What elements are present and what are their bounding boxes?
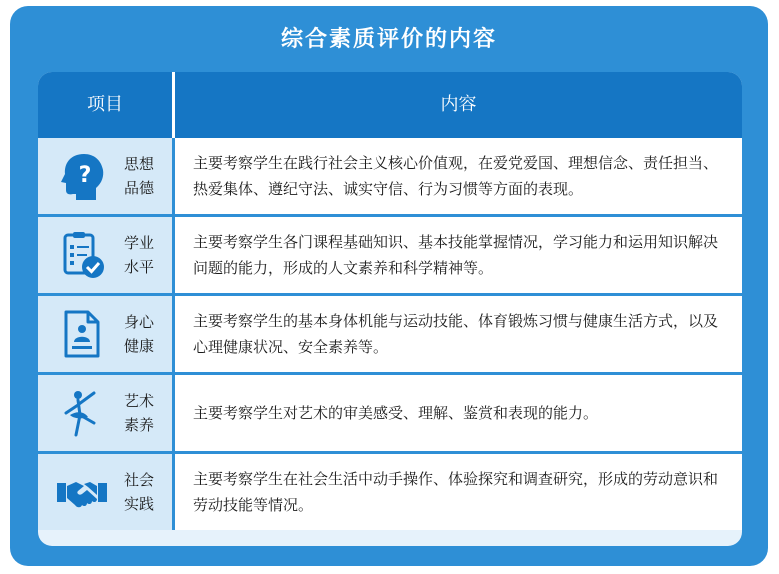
row-content-cell [175, 138, 742, 214]
row-label [116, 310, 162, 358]
row-item-cell [38, 375, 172, 451]
row-label [116, 231, 162, 279]
row-item-cell [38, 217, 172, 293]
row-content-cell [175, 217, 742, 293]
row-content: 主要考察学生在社会生活中动手操作、体验探究和调查研究，形成的劳动意识和劳动技能等情况。 [193, 470, 719, 514]
panel-frame [10, 6, 768, 566]
row-content-cell [175, 375, 742, 451]
row-label [116, 389, 162, 437]
table-header [38, 72, 742, 138]
label-line-2: 素养 [123, 416, 154, 434]
row-content: 主要考察学生各门课程基础知识、基本技能掌握情况，学习能力和运用知识解决问题的能力，形成的人文素养和科学精神等。 [193, 233, 719, 277]
dancer-icon [56, 387, 108, 439]
row-label [116, 468, 162, 516]
header-item: 项目 [87, 94, 123, 115]
evaluation-table [38, 72, 742, 546]
row-item-cell [38, 138, 172, 214]
row-content-cell [175, 296, 742, 372]
table-row [38, 454, 742, 530]
label-line-2: 实践 [123, 495, 154, 513]
health-report-icon [56, 308, 108, 360]
table-row [38, 296, 742, 372]
label-line-1: 身心 [123, 313, 154, 331]
page-title: 综合素质评价的内容 [280, 27, 497, 52]
label-line-1: 思想 [123, 155, 154, 173]
label-line-1: 艺术 [123, 392, 154, 410]
label-line-2: 健康 [123, 337, 154, 355]
table-row [38, 138, 742, 214]
row-item-cell [38, 454, 172, 530]
handshake-icon [56, 466, 108, 518]
row-content: 主要考察学生对艺术的审美感受、理解、鉴赏和表现的能力。 [193, 404, 599, 422]
header-content: 内容 [440, 94, 477, 115]
thinking-head-icon [56, 150, 108, 202]
label-line-2: 水平 [123, 258, 154, 276]
row-content-cell [175, 454, 742, 530]
svg-text:?: ? [78, 163, 92, 188]
row-content: 主要考察学生在践行社会主义核心价值观，在爱党爱国、理想信念、责任担当、热爱集体、遵纪守法、诚实守信、行为习惯等方面的表现。 [193, 154, 719, 198]
label-line-2: 品德 [123, 179, 154, 197]
table-row [38, 375, 742, 451]
label-line-1: 社会 [123, 471, 154, 489]
row-content: 主要考察学生的基本身体机能与运动技能、体育锻炼习惯与健康生活方式，以及心理健康状况、安全素养等。 [193, 312, 719, 356]
checklist-icon [56, 229, 108, 281]
table-row [38, 217, 742, 293]
row-item-cell [38, 296, 172, 372]
row-label [116, 152, 162, 200]
label-line-1: 学业 [123, 234, 154, 252]
